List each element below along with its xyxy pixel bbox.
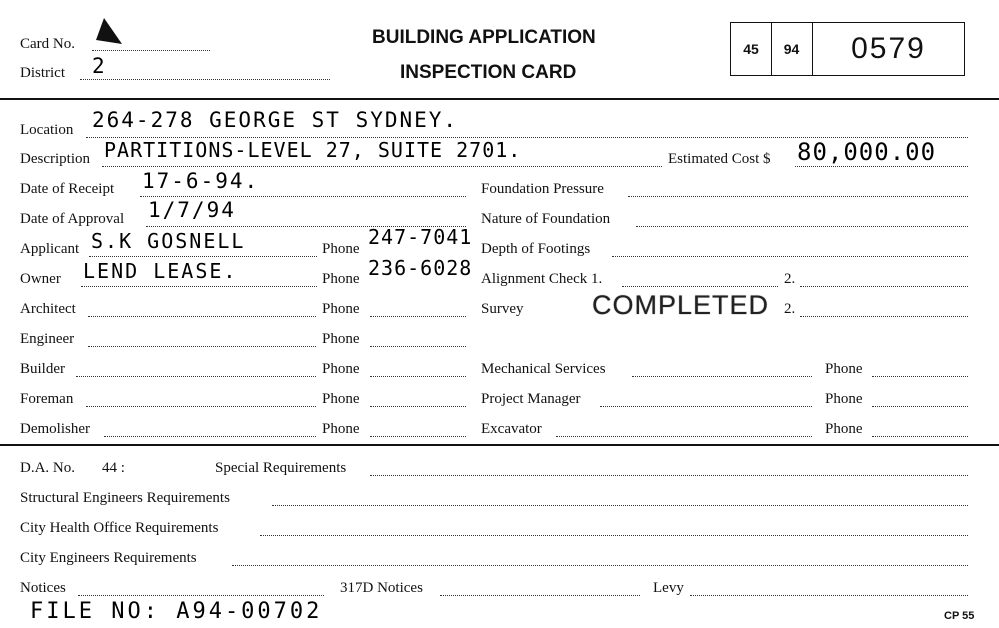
notices-317d-label: 317D Notices: [340, 580, 423, 596]
foreman-label: Foreman: [20, 391, 74, 407]
city-engineers-label: City Engineers Requirements: [20, 550, 197, 566]
levy-field: [690, 595, 968, 596]
foreman-field: [86, 406, 316, 407]
title-line-2: INSPECTION CARD: [400, 62, 577, 83]
applicant-phone-value: 247-7041: [368, 225, 473, 249]
district-field: [80, 79, 330, 80]
estimated-cost-field: [795, 166, 968, 167]
location-label: Location: [20, 122, 74, 138]
project-manager-label: Project Manager: [481, 391, 581, 407]
owner-phone-label: Phone: [322, 271, 360, 287]
survey-2-label: 2.: [784, 301, 796, 317]
special-requirements-label: Special Requirements: [215, 460, 347, 476]
divider-middle: [0, 444, 999, 446]
pen-mark-icon: [92, 14, 130, 53]
project-manager-field: [600, 406, 812, 407]
notices-317d-field: [440, 595, 640, 596]
date-receipt-label: Date of Receipt: [20, 181, 115, 197]
project-manager-phone-field: [872, 406, 968, 407]
demolisher-field: [104, 436, 316, 437]
architect-phone-label: Phone: [322, 301, 360, 317]
city-health-label: City Health Office Requirements: [20, 520, 219, 536]
owner-phone-value: 236-6028: [368, 256, 473, 280]
alignment-check-field-1: [622, 286, 778, 287]
applicant-phone-label: Phone: [322, 241, 360, 257]
foundation-pressure-label: Foundation Pressure: [481, 181, 604, 197]
architect-field: [88, 316, 316, 317]
excavator-phone-field: [872, 436, 968, 437]
date-approval-value: 1/7/94: [148, 198, 236, 222]
engineer-phone-field: [370, 346, 466, 347]
builder-phone-field: [370, 376, 466, 377]
demolisher-phone-field: [370, 436, 466, 437]
foreman-phone-field: [370, 406, 466, 407]
city-health-field: [260, 535, 968, 536]
estimated-cost-value: 80,000.00: [797, 138, 937, 166]
box-card-number: 0579: [851, 32, 926, 65]
description-field: [102, 166, 662, 167]
district-value: 2: [92, 54, 107, 78]
project-manager-phone-label: Phone: [825, 391, 863, 407]
builder-field: [76, 376, 316, 377]
card-number-box: [730, 22, 965, 76]
survey-label: Survey: [481, 301, 524, 317]
mechanical-label: Mechanical Services: [481, 361, 606, 377]
estimated-cost-label: Estimated Cost $: [668, 151, 771, 167]
owner-value: LEND LEASE.: [83, 259, 238, 283]
architect-label: Architect: [20, 301, 76, 317]
divider-top: [0, 98, 999, 100]
title-line-1: BUILDING APPLICATION: [372, 27, 596, 48]
location-value: 264-278 GEORGE ST SYDNEY.: [92, 108, 459, 132]
demolisher-label: Demolisher: [20, 421, 90, 437]
foreman-phone-label: Phone: [322, 391, 360, 407]
structural-engineers-field: [272, 505, 968, 506]
alignment-check-2-label: 2.: [784, 271, 796, 287]
notices-label: Notices: [20, 580, 66, 596]
file-number: FILE NO: A94-00702: [30, 599, 323, 624]
alignment-check-label: Alignment Check 1.: [481, 271, 603, 287]
foundation-pressure-field: [628, 196, 968, 197]
mechanical-phone-label: Phone: [825, 361, 863, 377]
engineer-field: [88, 346, 316, 347]
builder-label: Builder: [20, 361, 65, 377]
district-label: District: [20, 65, 65, 81]
alignment-check-field-2: [800, 286, 968, 287]
completed-stamp: COMPLETED: [592, 290, 770, 320]
engineer-label: Engineer: [20, 331, 75, 347]
engineer-phone-label: Phone: [322, 331, 360, 347]
demolisher-phone-label: Phone: [322, 421, 360, 437]
nature-foundation-field: [636, 226, 968, 227]
mechanical-phone-field: [872, 376, 968, 377]
builder-phone-label: Phone: [322, 361, 360, 377]
owner-field: [81, 286, 317, 287]
description-value: PARTITIONS-LEVEL 27, SUITE 2701.: [104, 138, 522, 162]
city-engineers-field: [232, 565, 968, 566]
box-code-1: 45: [731, 23, 772, 75]
excavator-label: Excavator: [481, 421, 542, 437]
description-label: Description: [20, 151, 90, 167]
excavator-field: [556, 436, 812, 437]
box-code-2: 94: [771, 23, 813, 75]
architect-phone-field: [370, 316, 466, 317]
notices-field: [78, 595, 324, 596]
form-code: CP 55: [944, 610, 975, 622]
survey-field-2: [800, 316, 968, 317]
date-receipt-value: 17-6-94.: [142, 169, 260, 193]
da-no-label: D.A. No.: [20, 460, 75, 476]
applicant-label: Applicant: [20, 241, 80, 257]
applicant-value: S.K GOSNELL: [91, 229, 246, 253]
card-no-field: [92, 50, 210, 51]
date-receipt-field: [140, 196, 466, 197]
structural-engineers-label: Structural Engineers Requirements: [20, 490, 230, 506]
card-no-label: Card No.: [20, 36, 75, 52]
depth-footings-field: [612, 256, 968, 257]
da-no-value: 44 :: [102, 460, 125, 476]
levy-label: Levy: [653, 580, 684, 596]
nature-foundation-label: Nature of Foundation: [481, 211, 611, 227]
date-approval-label: Date of Approval: [20, 211, 125, 227]
mechanical-field: [632, 376, 812, 377]
excavator-phone-label: Phone: [825, 421, 863, 437]
depth-footings-label: Depth of Footings: [481, 241, 591, 257]
special-requirements-field: [370, 475, 968, 476]
owner-label: Owner: [20, 271, 61, 287]
applicant-field: [89, 256, 317, 257]
